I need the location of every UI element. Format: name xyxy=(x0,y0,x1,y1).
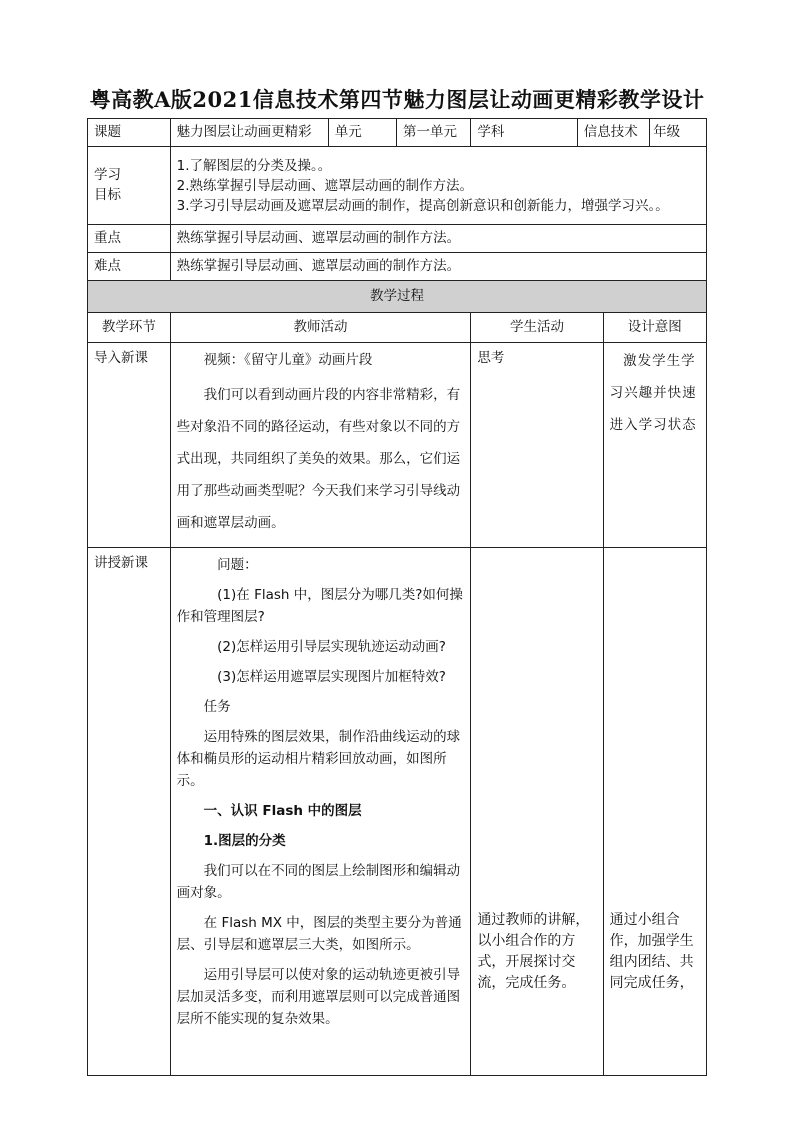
column-header-row xyxy=(88,313,707,343)
lecture-teacher-para: 在 Flash MX 中，图层的类型主要分为普通层、引导层和遮罩层三大类，如图所示。 xyxy=(176,915,462,953)
intro-row xyxy=(88,343,707,548)
lecture-teacher-para: (2)怎样运用引导层实现轨迹运动动画? xyxy=(217,639,446,655)
lecture-student: 通过教师的讲解，以小组合作的方式，开展探讨交流，完成任务。 xyxy=(471,548,603,1076)
process-header-row xyxy=(88,281,707,313)
lecture-teacher-para: 我们可以在不同的图层上绘制图形和编辑动画对象。 xyxy=(176,863,461,901)
intro-stage: 导入新课 xyxy=(88,343,171,548)
key-point-row xyxy=(88,225,707,253)
goals-label-line2: 目标 xyxy=(94,186,121,203)
subject-value: 信息技术 xyxy=(577,119,649,147)
goals-label xyxy=(88,147,171,225)
intro-teacher xyxy=(170,343,471,548)
lesson-plan-table xyxy=(87,118,707,1076)
intro-purpose-text: 激发学生学习兴趣并快速进入学习状态 xyxy=(609,353,697,433)
key-point-value: 熟练掌握引导层动画、遮罩层动画的制作方法。 xyxy=(170,225,706,253)
column-header-purpose: 设计意图 xyxy=(603,313,706,343)
document-title: 粤高教A版2021信息技术第四节魅力图层让动画更精彩教学设计 xyxy=(89,87,705,112)
process-header: 教学过程 xyxy=(88,281,707,313)
unit-label: 单元 xyxy=(328,119,396,147)
difficulty-row xyxy=(88,253,707,281)
lecture-teacher-subheading: 1.图层的分类 xyxy=(203,833,286,849)
lecture-teacher-para: (3)怎样运用遮罩层实现图片加框特效? xyxy=(217,669,446,685)
info-row xyxy=(88,119,707,147)
lecture-teacher-para: 运用引导层可以使对象的运动轨迹更被引导层加灵活多变，而利用遮罩层则可以完成普通图层所不能实现的复杂效果。 xyxy=(176,967,461,1027)
lecture-row xyxy=(88,548,707,1076)
lecture-teacher-para: 任务 xyxy=(203,699,231,715)
lecture-teacher xyxy=(170,548,471,1076)
lecture-teacher-para: 运用特殊的图层效果，制作沿曲线运动的球体和椭员形的运动相片精彩回放动画，如图所示。 xyxy=(176,729,461,789)
goal-item: 1.了解图层的分类及操。。 xyxy=(176,157,332,174)
key-point-label: 重点 xyxy=(88,225,171,253)
unit-value: 第一单元 xyxy=(396,119,470,147)
intro-purpose xyxy=(603,343,706,548)
difficulty-label: 难点 xyxy=(88,253,171,281)
column-header-teacher: 教师活动 xyxy=(170,313,471,343)
goals-row xyxy=(88,147,707,225)
intro-student: 思考 xyxy=(471,343,603,548)
topic-value: 魅力图层让动画更精彩 xyxy=(170,119,328,147)
grade-label: 年级 xyxy=(650,119,707,147)
goal-item: 3.学习引导层动画及遮罩层动画的制作，提高创新意识和创新能力，增强学习兴。。 xyxy=(176,197,669,214)
lecture-teacher-para: (1)在 Flash 中，图层分为哪几类?如何操作和管理图层? xyxy=(176,587,463,625)
lecture-stage: 讲授新课 xyxy=(88,548,171,1076)
intro-teacher-para: 视频：《留守儿童》动画片段 xyxy=(203,352,373,368)
subject-label: 学科 xyxy=(471,119,577,147)
goals-label-line1: 学习 xyxy=(94,166,121,183)
goal-item: 2.熟练掌握引导层动画、遮罩层动画的制作方法。 xyxy=(176,177,474,194)
goals-content xyxy=(170,147,706,225)
lecture-teacher-heading: 一、认识 Flash 中的图层 xyxy=(203,803,362,819)
intro-teacher-para: 我们可以看到动画片段的内容非常精彩，有些对象沿不同的路径运动，有些对象以不同的方式出现，共同组织了美奂的效果。那么，它们运用了那些动画类型呢？今天我们来学习引导线动画和遮罩层动画。 xyxy=(176,387,461,531)
difficulty-value: 熟练掌握引导层动画、遮罩层动画的制作方法。 xyxy=(170,253,706,281)
column-header-stage: 教学环节 xyxy=(88,313,171,343)
topic-label: 课题 xyxy=(88,119,171,147)
lecture-teacher-para: 问题： xyxy=(217,557,258,573)
column-header-student: 学生活动 xyxy=(471,313,603,343)
lecture-purpose: 通过小组合作，加强学生组内团结、共同完成任务， xyxy=(603,548,706,1076)
